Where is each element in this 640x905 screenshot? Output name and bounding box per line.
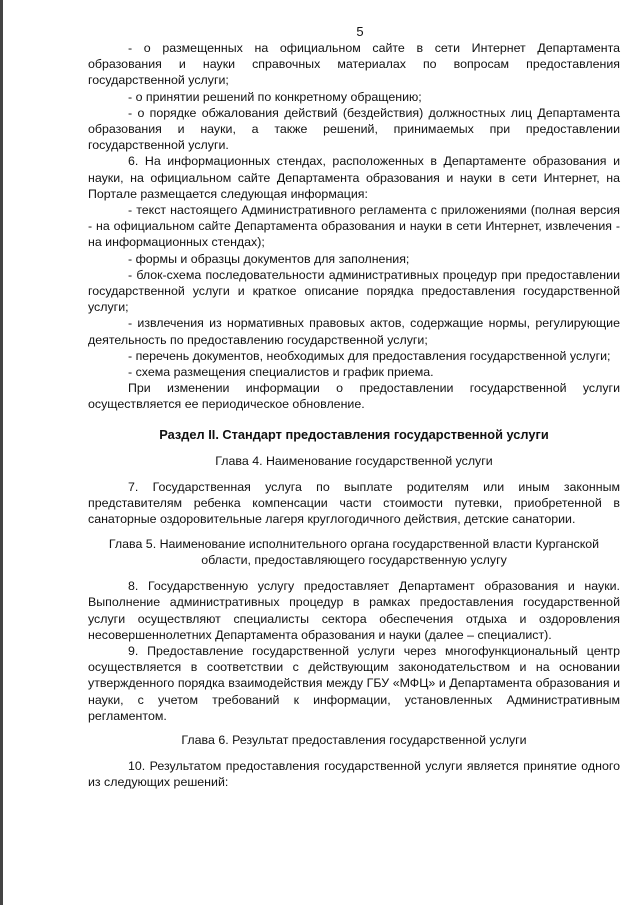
paragraph-8: 8. Государственную услугу предоставляет Департамент образования и науки. Выполнение административных процедур в рамках предоставления государственной услуги осуществляют специалисты сектора обеспечения отдыха и оздоровления несовершеннолетних Департамента образования и науки (далее – специалист). <box>88 579 620 642</box>
chapter-4-heading: Глава 4. Наименование государственной услуги <box>215 453 493 468</box>
document-page <box>88 24 620 791</box>
paragraph-6: 6. На информационных стендах, расположенных в Департаменте образования и науки, на официальном сайте Департамента образования и науки в сети Интернет, на Портале размещается следующая информация: <box>88 154 620 201</box>
list-item-schedule: - схема размещения специалистов и график приема. <box>128 365 434 380</box>
list-item-appeal-procedure: - о порядке обжалования действий (бездействия) должностных лиц Департамента образования и науки, а также решений, принимаемых при предоставлении государственной услуги. <box>88 105 620 153</box>
paragraph-7: 7. Государственная услуга по выплате родителям или иным законным представителям ребенка компенсации части стоимости путевки, приобретенной в санаторные оздоровительные лагеря круглогодичного действия, детские санатории. <box>88 480 620 527</box>
paragraph-10: 10. Результатом предоставления государственной услуги является принятие одного из следующих решений: <box>88 759 620 790</box>
list-item-extracts: - извлечения из нормативных правовых актов, содержащие нормы, регулирующие деятельность по предоставлению государственной услуги; <box>88 316 620 347</box>
paragraph-6-update: При изменении информации о предоставлении государственной услуги осуществляется ее периодическое обновление. <box>88 381 620 412</box>
list-item-flowchart: - блок-схема последовательности административных процедур при предоставлении государственной услуги и краткое описание порядка предоставления государственной услуги; <box>88 267 620 315</box>
list-item-forms: - формы и образцы документов для заполнения; <box>128 251 410 266</box>
section-2-heading: Раздел II. Стандарт предоставления государственной услуги <box>159 426 549 442</box>
scan-edge <box>0 0 3 905</box>
list-item-documents-list: - перечень документов, необходимых для предоставления государственной услуги; <box>128 348 611 363</box>
list-item-decisions: - о принятии решений по конкретному обращению; <box>128 89 422 104</box>
list-item-regulation-text: - текст настоящего Административного регламента с приложениями (полная версия - на официальном сайте Департамента образования и науки в сети Интернет, извлечения - на информационных стендах); <box>88 203 620 250</box>
list-item-website-materials: - о размещенных на официальном сайте в сети Интернет Департамента образования и науки справочных материалах по вопросам предоставления государственной услуги; <box>88 41 620 88</box>
chapter-6-heading: Глава 6. Результат предоставления государственной услуги <box>181 732 527 747</box>
chapter-5-heading: Глава 5. Наименование исполнительного органа государственной власти Курганской области, предоставляющего государственную услугу <box>108 536 600 567</box>
paragraph-9: 9. Предоставление государственной услуги через многофункциональный центр осуществляется в соответствии с действующим законодательством и на основании утвержденного порядка взаимодействия между ГБУ «МФЦ» и Департамента образования и науки, с учетом требований к информации, установленных Административным регламентом. <box>88 643 620 723</box>
page-number: 5 <box>356 24 364 39</box>
